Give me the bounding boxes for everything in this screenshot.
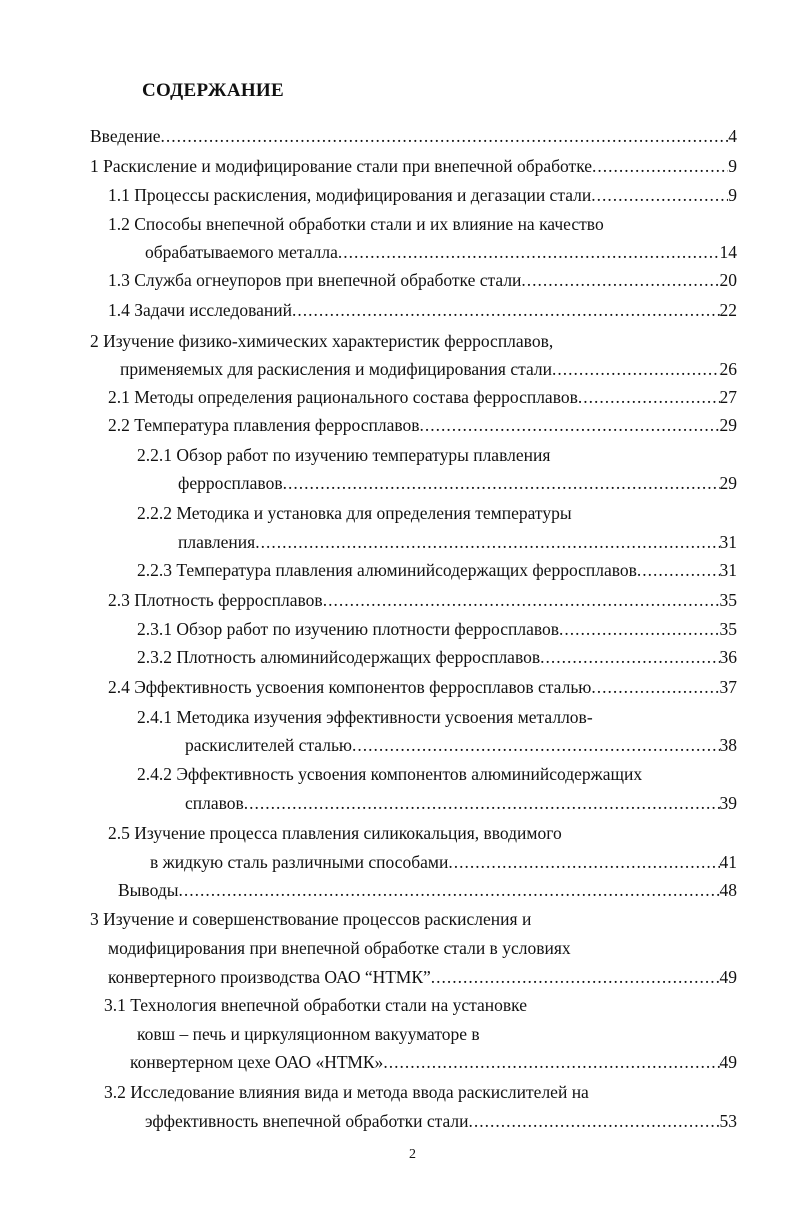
toc-entry bbox=[90, 124, 737, 148]
toc-entry bbox=[108, 965, 737, 989]
toc-leader bbox=[540, 645, 719, 669]
toc-entry-title: 2.2.1 Обзор работ по изучению температуры плавления bbox=[137, 445, 551, 465]
page-number: 2 bbox=[409, 1147, 416, 1162]
toc-entry bbox=[178, 471, 737, 495]
toc-entry-page: 49 bbox=[719, 1052, 737, 1072]
toc-entry-page: 9 bbox=[728, 156, 737, 176]
toc-leader bbox=[591, 675, 719, 699]
toc-entry-page: 35 bbox=[719, 619, 737, 639]
toc-entry bbox=[137, 558, 737, 582]
toc-entry bbox=[104, 993, 527, 1017]
toc-entry bbox=[108, 413, 737, 437]
toc-entry bbox=[137, 501, 572, 525]
toc-entry-page: 37 bbox=[719, 677, 737, 697]
toc-leader bbox=[420, 413, 720, 437]
toc-entry bbox=[120, 357, 737, 381]
toc-entry-page: 31 bbox=[719, 532, 737, 552]
toc-leader bbox=[637, 558, 720, 582]
toc-leader bbox=[323, 588, 720, 612]
toc-entry-title: конвертерного производства ОАО “НТМК” bbox=[108, 967, 431, 987]
toc-entry-page: 49 bbox=[719, 967, 737, 987]
toc-entry-page: 31 bbox=[719, 560, 737, 580]
toc-entry-page: 14 bbox=[719, 242, 737, 262]
toc-entry-page: 38 bbox=[719, 735, 737, 755]
toc-entry-title: плавления bbox=[178, 532, 256, 552]
toc-entry bbox=[185, 791, 737, 815]
toc-entry-page: 29 bbox=[719, 415, 737, 435]
toc-leader bbox=[448, 850, 719, 874]
toc-entry-title: 2.4.1 Методика изучения эффективности усвоения металлов- bbox=[137, 707, 593, 727]
toc-entry-title: в жидкую сталь различными способами bbox=[150, 852, 449, 872]
toc-leader bbox=[283, 471, 720, 495]
toc-entry bbox=[145, 1109, 737, 1133]
toc-entry-page: 53 bbox=[719, 1111, 737, 1131]
toc-entry-title: применяемых для раскисления и модифицирования стали bbox=[120, 359, 552, 379]
toc-entry-title: 2.3.2 Плотность алюминийсодержащих ферросплавов bbox=[137, 647, 541, 667]
toc-entry-title: ковш – печь и циркуляционном вакууматоре в bbox=[137, 1024, 480, 1044]
toc-leader bbox=[521, 268, 719, 292]
toc-entry bbox=[145, 240, 737, 264]
toc-entry-title: 2.3 Плотность ферросплавов bbox=[108, 590, 323, 610]
toc-entry bbox=[185, 733, 737, 757]
toc-entry bbox=[137, 617, 737, 641]
toc-entry bbox=[108, 212, 604, 236]
toc-entry-title: 3 Изучение и совершенствование процессов раскисления и bbox=[90, 909, 532, 929]
toc-entry bbox=[150, 850, 737, 874]
toc-leader bbox=[292, 298, 719, 322]
toc-entry bbox=[137, 705, 593, 729]
toc-leader bbox=[161, 124, 729, 148]
toc-entry bbox=[108, 821, 562, 845]
toc-entry bbox=[108, 936, 571, 960]
toc-entry-page: 29 bbox=[719, 473, 737, 493]
toc-entry-title: 2.5 Изучение процесса плавления силикокальция, вводимого bbox=[108, 823, 562, 843]
toc-entry-title: 2.2.3 Температура плавления алюминийсодержащих ферросплавов bbox=[137, 560, 637, 580]
toc-leader bbox=[469, 1109, 720, 1133]
toc-leader bbox=[431, 965, 720, 989]
toc-leader bbox=[178, 878, 719, 902]
toc-entry-title: 2.4.2 Эффективность усвоения компонентов алюминийсодержащих bbox=[137, 764, 643, 784]
toc-entry-page: 22 bbox=[719, 300, 737, 320]
toc-leader bbox=[591, 183, 728, 207]
toc-entry-title: модифицирования при внепечной обработке стали в условиях bbox=[108, 938, 571, 958]
toc-entry-title: 2.4 Эффективность усвоения компонентов ферросплавов сталью bbox=[108, 677, 592, 697]
toc-entry-page: 9 bbox=[728, 185, 737, 205]
toc-entry-title: 1 Раскисление и модифицирование стали при внепечной обработке bbox=[90, 156, 593, 176]
page-title: СОДЕРЖАНИЕ bbox=[142, 80, 284, 101]
toc-entry-title: 2.2.2 Методика и установка для определения температуры bbox=[137, 503, 572, 523]
toc-entry bbox=[108, 268, 737, 292]
toc-leader bbox=[255, 530, 719, 554]
toc-entry-title: 2.1 Методы определения рационального состава ферросплавов bbox=[108, 387, 578, 407]
toc-entry bbox=[108, 183, 737, 207]
toc-leader bbox=[352, 733, 719, 757]
toc-entry-page: 4 bbox=[728, 126, 737, 146]
toc-entry bbox=[118, 878, 737, 902]
toc-entry bbox=[90, 907, 531, 931]
toc-entry-page: 27 bbox=[719, 387, 737, 407]
toc-leader bbox=[338, 240, 720, 264]
toc-entry-title: ферросплавов bbox=[178, 473, 283, 493]
toc-entry bbox=[130, 1050, 737, 1074]
toc-entry-title: сплавов bbox=[185, 793, 244, 813]
toc-leader bbox=[559, 617, 719, 641]
toc-entry-title: 2.3.1 Обзор работ по изучению плотности ферросплавов bbox=[137, 619, 560, 639]
toc-entry bbox=[137, 645, 737, 669]
toc-leader bbox=[592, 154, 728, 178]
toc-entry bbox=[137, 762, 642, 786]
toc-entry-title: 1.4 Задачи исследований bbox=[108, 300, 293, 320]
toc-entry-title: 2 Изучение физико-химических характеристик ферросплавов, bbox=[90, 331, 554, 351]
toc-entry-title: Введение bbox=[90, 126, 161, 146]
toc-entry-page: 39 bbox=[719, 793, 737, 813]
toc-entry-page: 41 bbox=[719, 852, 737, 872]
toc-entry bbox=[137, 1022, 480, 1046]
toc-entry-page: 48 bbox=[719, 880, 737, 900]
toc-entry-title: эффективность внепечной обработки стали bbox=[145, 1111, 469, 1131]
toc-entry-title: Выводы bbox=[118, 880, 179, 900]
toc-leader bbox=[244, 791, 720, 815]
toc-entry bbox=[90, 154, 737, 178]
toc-entry bbox=[108, 675, 737, 699]
toc-entry bbox=[104, 1080, 589, 1104]
toc-entry bbox=[137, 443, 550, 467]
toc-entry bbox=[108, 385, 737, 409]
toc-entry bbox=[90, 329, 553, 353]
toc-entry-page: 26 bbox=[719, 359, 737, 379]
toc-leader bbox=[383, 1050, 719, 1074]
toc-entry bbox=[178, 530, 737, 554]
toc-entry-title: обрабатываемого металла bbox=[145, 242, 338, 262]
toc-entry-title: 3.1 Технология внепечной обработки стали на установке bbox=[104, 995, 528, 1015]
toc-entry-title: 1.3 Служба огнеупоров при внепечной обработке стали bbox=[108, 270, 522, 290]
toc-leader bbox=[578, 385, 720, 409]
toc-entry bbox=[108, 298, 737, 322]
toc-entry-title: 2.2 Температура плавления ферросплавов bbox=[108, 415, 420, 435]
toc-entry-title: конвертерном цехе ОАО «НТМК» bbox=[130, 1052, 384, 1072]
toc-entry-page: 36 bbox=[719, 647, 737, 667]
toc-entry-title: раскислителей сталью bbox=[185, 735, 353, 755]
toc-entry bbox=[108, 588, 737, 612]
toc-entry-title: 1.2 Способы внепечной обработки стали и их влияние на качество bbox=[108, 214, 604, 234]
toc-entry-page: 20 bbox=[719, 270, 737, 290]
toc-entry-title: 3.2 Исследование влияния вида и метода ввода раскислителей на bbox=[104, 1082, 589, 1102]
toc-entry-page: 35 bbox=[719, 590, 737, 610]
toc-leader bbox=[552, 357, 720, 381]
toc-entry-title: 1.1 Процессы раскисления, модифицирования и дегазации стали bbox=[108, 185, 592, 205]
